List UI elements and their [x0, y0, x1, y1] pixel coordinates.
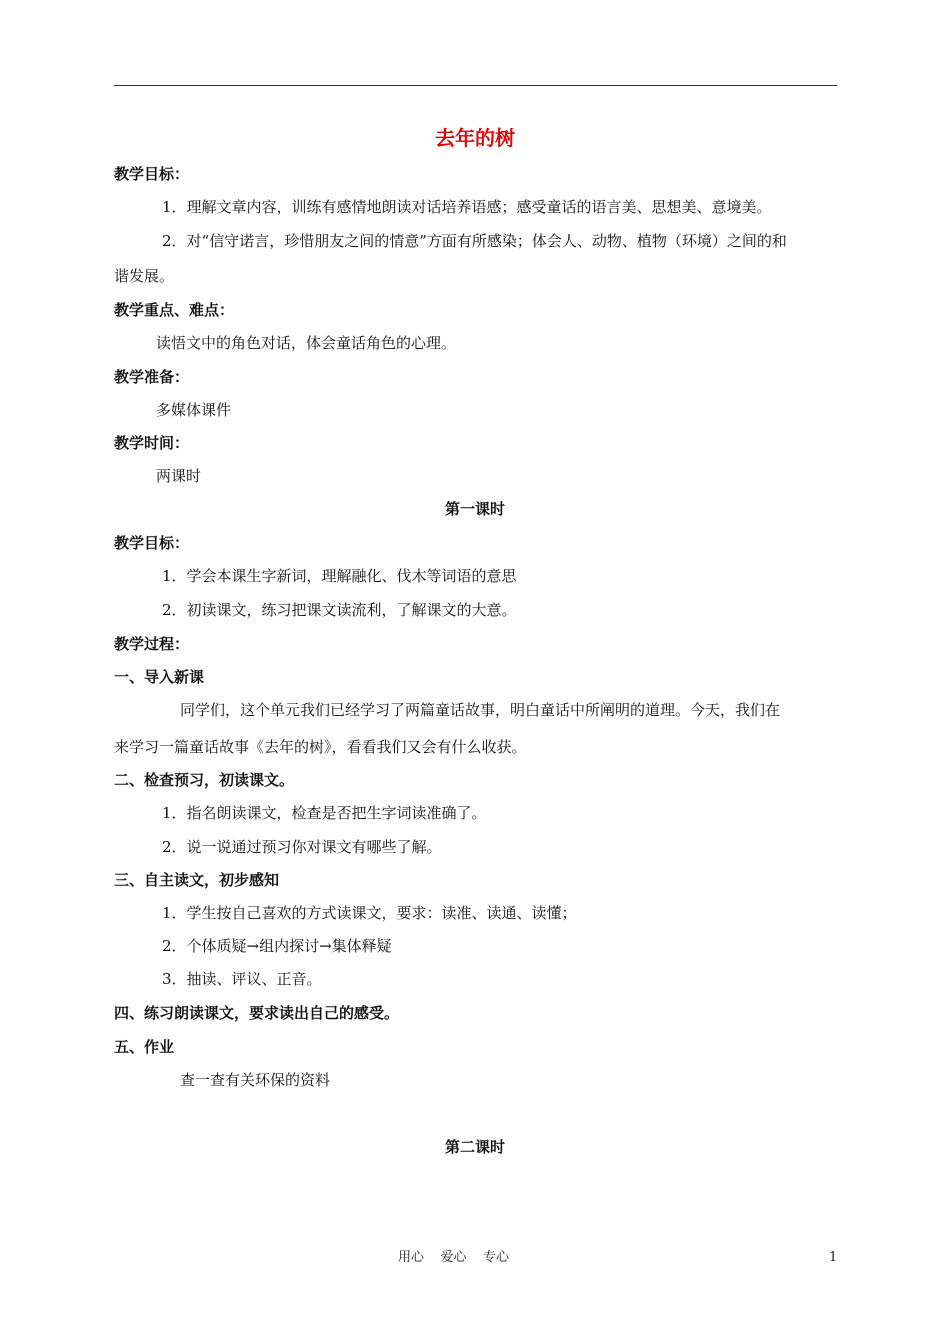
page-number: 1	[829, 1250, 838, 1265]
step-2-item-1: 1．指名朗读课文，检查是否把生字词读准确了。	[162, 804, 487, 822]
lesson-2-heading: 第二课时	[444, 1138, 505, 1156]
step-4-heading: 四、练习朗读课文，要求读出自己的感受。	[114, 1004, 400, 1022]
step-1-text: 同学们，这个单元我们已经学习了两篇童话故事，明白童话中所阐明的道理。今天，我们在	[180, 701, 781, 719]
step-5-text: 查一查有关环保的资料	[180, 1071, 331, 1089]
lesson-1-goals-heading: 教学目标：	[114, 534, 190, 552]
step-1-heading: 一、导入新课	[114, 668, 205, 686]
preparation-text: 多媒体课件	[156, 401, 232, 419]
step-3-item-3: 3．抽读、评议、正音。	[162, 970, 322, 988]
lesson-1-heading: 第一课时	[444, 500, 505, 518]
key-points-text: 读悟文中的角色对话，体会童话角色的心理。	[156, 334, 457, 352]
goal-item-2-continued: 谐发展。	[114, 267, 175, 285]
goal-item-2: 2．对“信守诺言，珍惜朋友之间的情意”方面有所感染；体会人、动物、植物（环境）之间的和	[162, 232, 787, 250]
step-3-item-1: 1．学生按自己喜欢的方式读课文，要求：读准、读通、读懂；	[162, 904, 577, 922]
step-2-item-2: 2．说一说通过预习你对课文有哪些了解。	[162, 838, 442, 856]
step-5-heading: 五、作业	[114, 1038, 175, 1056]
goal-item-1: 1．理解文章内容，训练有感情地朗读对话培养语感；感受童话的语言美、思想美、意境美。	[162, 198, 772, 216]
lesson-1-goal-2: 2．初读课文，练习把课文读流利，了解课文的大意。	[162, 601, 517, 619]
time-heading: 教学时间：	[114, 434, 190, 452]
process-heading: 教学过程：	[114, 635, 190, 653]
header-rule	[114, 85, 837, 86]
document-title: 去年的树	[435, 126, 515, 150]
footer-motto: 用心 爱心 专心	[398, 1250, 510, 1265]
step-3-heading: 三、自主读文，初步感知	[114, 871, 280, 889]
step-3-item-2: 2．个体质疑→组内探讨→集体释疑	[162, 937, 392, 955]
goals-heading: 教学目标：	[114, 165, 190, 183]
lesson-1-goal-1: 1．学会本课生字新词，理解融化、伐木等词语的意思	[162, 567, 517, 585]
step-2-heading: 二、检查预习，初读课文。	[114, 771, 295, 789]
step-1-text-continued: 来学习一篇童话故事《去年的树》，看看我们又会有什么收获。	[114, 738, 527, 756]
preparation-heading: 教学准备：	[114, 368, 190, 386]
time-text: 两课时	[156, 467, 202, 485]
key-points-heading: 教学重点、难点：	[114, 301, 235, 319]
